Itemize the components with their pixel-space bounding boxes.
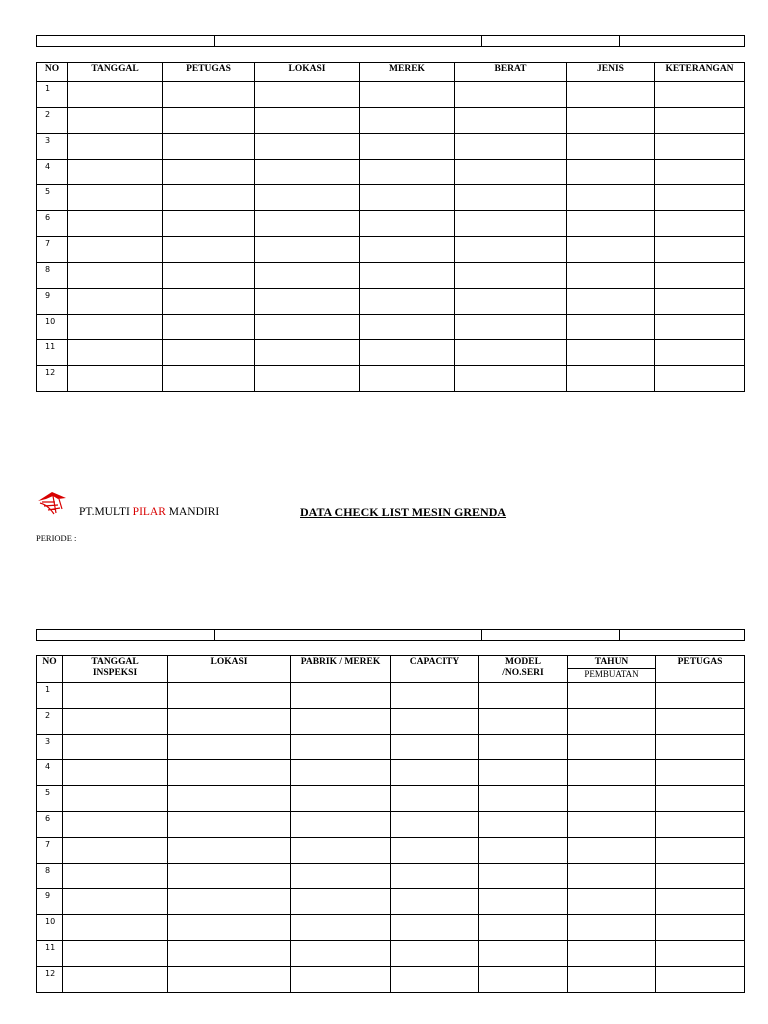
table-row: [37, 683, 745, 709]
table-cell[interactable]: [255, 159, 360, 185]
table-cell[interactable]: [479, 966, 568, 992]
column-header-berat: BERAT: [455, 63, 567, 82]
table-cell[interactable]: [455, 288, 567, 314]
column-header-jenis: JENIS: [567, 63, 655, 82]
table-cell[interactable]: [391, 760, 479, 786]
table-cell[interactable]: [655, 185, 745, 211]
table-cell[interactable]: [655, 211, 745, 237]
table-cell[interactable]: [163, 237, 255, 263]
table-row: [37, 966, 745, 992]
table-row: [37, 734, 745, 760]
table-cell[interactable]: [360, 185, 455, 211]
row-number: 5: [37, 185, 68, 211]
table-cell[interactable]: [567, 133, 655, 159]
row-number: 9: [37, 889, 63, 915]
table-cell[interactable]: [291, 863, 391, 889]
header-strip-cell[interactable]: [215, 630, 482, 641]
table-cell[interactable]: [255, 340, 360, 366]
table-cell[interactable]: [360, 340, 455, 366]
table-cell[interactable]: [568, 734, 656, 760]
row-number: 12: [37, 366, 68, 392]
table-cell[interactable]: [479, 940, 568, 966]
header-strip-cell[interactable]: [37, 630, 215, 641]
table-cell[interactable]: [479, 837, 568, 863]
company-logo-icon: [36, 489, 72, 517]
company-name-prefix: PT.MULTI: [79, 506, 133, 518]
row-number: 3: [37, 133, 68, 159]
column-subheader-pembuatan: PEMBUATAN: [568, 669, 656, 683]
table-cell[interactable]: [655, 288, 745, 314]
column-header-petugas: PETUGAS: [656, 656, 745, 683]
table-cell[interactable]: [455, 237, 567, 263]
table-cell[interactable]: [168, 811, 291, 837]
table-row: [37, 159, 745, 185]
table-cell[interactable]: [391, 966, 479, 992]
table-cell[interactable]: [291, 760, 391, 786]
table-cell[interactable]: [655, 366, 745, 392]
table-cell[interactable]: [360, 237, 455, 263]
table-cell[interactable]: [360, 314, 455, 340]
table-cell[interactable]: [455, 314, 567, 340]
table-cell[interactable]: [255, 237, 360, 263]
table-cell[interactable]: [656, 734, 745, 760]
column-header-no: NO: [37, 656, 63, 683]
table-cell[interactable]: [68, 211, 163, 237]
header-strip-top: [36, 35, 745, 47]
table-cell[interactable]: [567, 107, 655, 133]
table-row: [37, 133, 745, 159]
table-cell[interactable]: [656, 708, 745, 734]
table-cell[interactable]: [479, 683, 568, 709]
table-cell[interactable]: [656, 940, 745, 966]
table-cell[interactable]: [360, 288, 455, 314]
column-header-lokasi: LOKASI: [255, 63, 360, 82]
table-cell[interactable]: [163, 107, 255, 133]
table-cell[interactable]: [163, 133, 255, 159]
header-strip-cell[interactable]: [482, 36, 620, 47]
table-cell[interactable]: [255, 133, 360, 159]
table-cell[interactable]: [656, 863, 745, 889]
table-cell[interactable]: [655, 237, 745, 263]
table-cell[interactable]: [568, 837, 656, 863]
table-cell[interactable]: [63, 734, 168, 760]
table-cell[interactable]: [255, 314, 360, 340]
table-cell[interactable]: [655, 262, 745, 288]
table-row: [37, 314, 745, 340]
table-cell[interactable]: [567, 366, 655, 392]
row-number: 7: [37, 237, 68, 263]
company-name: [79, 506, 219, 518]
table-row: [37, 185, 745, 211]
table-cell[interactable]: [291, 786, 391, 812]
table-cell[interactable]: [168, 760, 291, 786]
table-cell[interactable]: [68, 262, 163, 288]
table-cell[interactable]: [255, 185, 360, 211]
header-line: INSPEKSI: [92, 668, 138, 678]
table-cell[interactable]: [656, 811, 745, 837]
row-number: 6: [37, 211, 68, 237]
table-cell[interactable]: [391, 940, 479, 966]
row-number: 2: [37, 708, 63, 734]
table-cell[interactable]: [656, 966, 745, 992]
row-number: 9: [37, 288, 68, 314]
table-cell[interactable]: [168, 915, 291, 941]
row-number: 1: [37, 683, 63, 709]
table-cell[interactable]: [655, 340, 745, 366]
table-cell[interactable]: [360, 262, 455, 288]
table-cell[interactable]: [168, 734, 291, 760]
table-cell[interactable]: [568, 889, 656, 915]
table-cell[interactable]: [168, 786, 291, 812]
table-cell[interactable]: [568, 708, 656, 734]
table-cell[interactable]: [391, 889, 479, 915]
table-cell[interactable]: [68, 133, 163, 159]
table-cell[interactable]: [656, 915, 745, 941]
table-cell[interactable]: [63, 889, 168, 915]
header-strip-cell[interactable]: [215, 36, 482, 47]
table-cell[interactable]: [163, 340, 255, 366]
table-cell[interactable]: [291, 889, 391, 915]
table-cell[interactable]: [163, 366, 255, 392]
table-row: [37, 366, 745, 392]
header-line: TANGGAL: [91, 657, 139, 667]
row-number: 8: [37, 262, 68, 288]
table-cell[interactable]: [567, 237, 655, 263]
table-cell[interactable]: [291, 734, 391, 760]
table-cell[interactable]: [163, 185, 255, 211]
document-title: DATA CHECK LIST MESIN GRENDA: [300, 505, 507, 519]
table-row: [37, 837, 745, 863]
row-number: 11: [37, 340, 68, 366]
row-number: 11: [37, 940, 63, 966]
table-cell[interactable]: [655, 159, 745, 185]
table-cell[interactable]: [479, 708, 568, 734]
column-header-tanggal: TANGGAL: [68, 63, 163, 82]
table-cell[interactable]: [568, 683, 656, 709]
table-cell[interactable]: [360, 211, 455, 237]
table-cell[interactable]: [63, 811, 168, 837]
table-cell[interactable]: [655, 314, 745, 340]
table-cell[interactable]: [163, 82, 255, 108]
table-cell[interactable]: [655, 107, 745, 133]
table-cell[interactable]: [360, 82, 455, 108]
table-cell[interactable]: [455, 366, 567, 392]
table-cell[interactable]: [163, 314, 255, 340]
row-number: 1: [37, 82, 68, 108]
table-row: [37, 889, 745, 915]
company-name-suffix: MANDIRI: [165, 506, 220, 518]
table-cell[interactable]: [479, 760, 568, 786]
table-cell[interactable]: [291, 940, 391, 966]
header-strip-cell[interactable]: [620, 36, 745, 47]
table-cell[interactable]: [656, 786, 745, 812]
table-row: [37, 940, 745, 966]
column-header-keterangan: KETERANGAN: [655, 63, 745, 82]
table-row: [37, 760, 745, 786]
table-cell[interactable]: [163, 288, 255, 314]
row-number: 12: [37, 966, 63, 992]
table-cell[interactable]: [455, 107, 567, 133]
table-cell[interactable]: [567, 288, 655, 314]
row-number: 10: [37, 314, 68, 340]
table-cell[interactable]: [255, 107, 360, 133]
column-header-capacity: CAPACITY: [391, 656, 479, 683]
table-row: [37, 237, 745, 263]
table-cell[interactable]: [391, 734, 479, 760]
table-cell[interactable]: [360, 133, 455, 159]
header-strip-bottom: [36, 629, 745, 641]
table-cell[interactable]: [68, 159, 163, 185]
table-cell[interactable]: [63, 966, 168, 992]
table-cell[interactable]: [391, 915, 479, 941]
company-name-highlight: PILAR: [132, 506, 166, 518]
table-cell[interactable]: [255, 262, 360, 288]
table-cell[interactable]: [68, 314, 163, 340]
header-strip-cell[interactable]: [37, 36, 215, 47]
table-cell[interactable]: [63, 837, 168, 863]
table-cell[interactable]: [391, 811, 479, 837]
table-cell[interactable]: [68, 185, 163, 211]
table-cell[interactable]: [255, 211, 360, 237]
table-cell[interactable]: [291, 837, 391, 863]
table-cell[interactable]: [567, 340, 655, 366]
column-header-no: NO: [37, 63, 68, 82]
table-cell[interactable]: [568, 811, 656, 837]
table-cell[interactable]: [567, 314, 655, 340]
table-cell[interactable]: [168, 683, 291, 709]
row-number: 4: [37, 159, 68, 185]
column-header-petugas: PETUGAS: [163, 63, 255, 82]
table-cell[interactable]: [655, 133, 745, 159]
column-header-pabrik-merek: PABRIK / MEREK: [291, 656, 391, 683]
table-cell[interactable]: [656, 889, 745, 915]
table-cell[interactable]: [455, 133, 567, 159]
table-cell[interactable]: [568, 915, 656, 941]
table-cell[interactable]: [568, 966, 656, 992]
header-line: /NO.SERI: [502, 668, 544, 678]
table-row: [37, 107, 745, 133]
table-row: [37, 786, 745, 812]
table-cell[interactable]: [568, 940, 656, 966]
table-cell[interactable]: [455, 82, 567, 108]
row-number: 10: [37, 915, 63, 941]
column-header-model-no-seri: [479, 656, 568, 683]
table-cell[interactable]: [291, 811, 391, 837]
table-cell[interactable]: [391, 683, 479, 709]
table-cell[interactable]: [163, 159, 255, 185]
table-cell[interactable]: [479, 915, 568, 941]
table-cell[interactable]: [479, 734, 568, 760]
table-row: [37, 211, 745, 237]
header-strip-cell[interactable]: [482, 630, 620, 641]
header-line: MODEL: [505, 657, 541, 667]
table-cell[interactable]: [63, 863, 168, 889]
row-number: 4: [37, 760, 63, 786]
table-row: [37, 288, 745, 314]
table-cell[interactable]: [568, 863, 656, 889]
table-cell[interactable]: [656, 683, 745, 709]
table-cell[interactable]: [391, 786, 479, 812]
table-cell[interactable]: [68, 107, 163, 133]
table-cell[interactable]: [163, 262, 255, 288]
table-cell[interactable]: [68, 366, 163, 392]
table-cell[interactable]: [655, 82, 745, 108]
table-body: [37, 683, 745, 993]
table-cell[interactable]: [68, 237, 163, 263]
table-cell[interactable]: [163, 211, 255, 237]
table-cell[interactable]: [455, 159, 567, 185]
table-cell[interactable]: [567, 159, 655, 185]
table-cell[interactable]: [479, 889, 568, 915]
table-cell[interactable]: [455, 211, 567, 237]
table-cell[interactable]: [291, 915, 391, 941]
table-cell[interactable]: [63, 786, 168, 812]
table-cell[interactable]: [68, 340, 163, 366]
table-cell[interactable]: [567, 262, 655, 288]
row-number: 5: [37, 786, 63, 812]
table-cell[interactable]: [455, 262, 567, 288]
table-cell[interactable]: [63, 708, 168, 734]
table-row: [37, 708, 745, 734]
table-cell[interactable]: [168, 708, 291, 734]
table-cell[interactable]: [168, 889, 291, 915]
table-header-row: [37, 656, 745, 669]
table-cell[interactable]: [168, 837, 291, 863]
table-cell[interactable]: [360, 159, 455, 185]
column-header-lokasi: LOKASI: [168, 656, 291, 683]
table-cell[interactable]: [360, 107, 455, 133]
table-cell[interactable]: [291, 966, 391, 992]
table-cell[interactable]: [455, 185, 567, 211]
table-cell[interactable]: [255, 82, 360, 108]
table-cell[interactable]: [63, 760, 168, 786]
table-cell[interactable]: [656, 760, 745, 786]
table-cell[interactable]: [567, 211, 655, 237]
row-number: 2: [37, 107, 68, 133]
row-number: 3: [37, 734, 63, 760]
table-cell[interactable]: [360, 366, 455, 392]
table-cell[interactable]: [391, 863, 479, 889]
table-cell[interactable]: [479, 863, 568, 889]
grinder-checklist-table: [36, 655, 745, 993]
table-cell[interactable]: [255, 288, 360, 314]
row-number: 6: [37, 811, 63, 837]
table-row: [37, 811, 745, 837]
table-cell[interactable]: [63, 683, 168, 709]
table-cell[interactable]: [479, 811, 568, 837]
table-cell[interactable]: [63, 915, 168, 941]
table-row: [37, 82, 745, 108]
row-number: 7: [37, 837, 63, 863]
table-cell[interactable]: [68, 82, 163, 108]
table-body: [37, 82, 745, 392]
table-cell[interactable]: [168, 863, 291, 889]
table-row: [37, 262, 745, 288]
table-cell[interactable]: [656, 837, 745, 863]
inspection-table-top: [36, 62, 745, 392]
table-cell[interactable]: [255, 366, 360, 392]
table-cell[interactable]: [567, 185, 655, 211]
column-header-tanggal-inspeksi: [63, 656, 168, 683]
table-cell[interactable]: [168, 940, 291, 966]
header-strip-cell[interactable]: [620, 630, 745, 641]
table-cell[interactable]: [568, 786, 656, 812]
table-cell[interactable]: [391, 708, 479, 734]
table-header-row: [37, 63, 745, 82]
column-header-tahun: TAHUN: [568, 656, 656, 669]
table-cell[interactable]: [291, 708, 391, 734]
table-cell[interactable]: [291, 683, 391, 709]
table-cell[interactable]: [68, 288, 163, 314]
table-cell[interactable]: [168, 966, 291, 992]
table-row: [37, 915, 745, 941]
table-cell[interactable]: [567, 82, 655, 108]
row-number: 8: [37, 863, 63, 889]
table-cell[interactable]: [63, 940, 168, 966]
table-cell[interactable]: [479, 786, 568, 812]
column-header-merek: MEREK: [360, 63, 455, 82]
table-row: [37, 340, 745, 366]
table-cell[interactable]: [391, 837, 479, 863]
table-cell[interactable]: [568, 760, 656, 786]
table-cell[interactable]: [455, 340, 567, 366]
periode-label: PERIODE :: [36, 533, 77, 543]
table-row: [37, 863, 745, 889]
